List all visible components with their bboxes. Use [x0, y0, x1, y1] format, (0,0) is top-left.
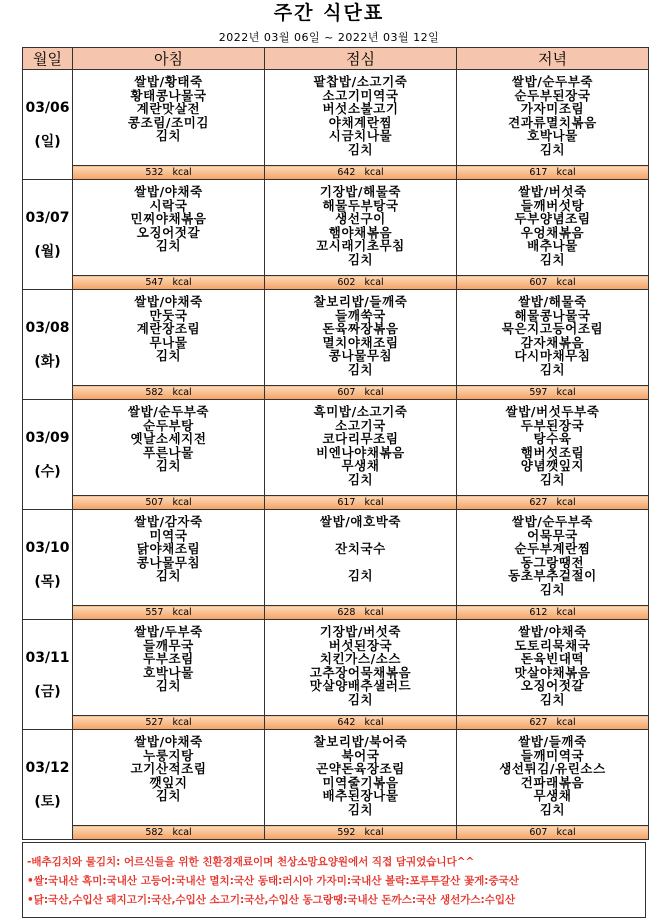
menu-item: 미역줄기볶음 — [322, 775, 399, 790]
menu-item: 민찌야채볶음 — [130, 212, 207, 226]
weekday-label: (월) — [34, 243, 61, 260]
dinner-kcal — [457, 166, 649, 180]
kcal-row — [23, 386, 649, 400]
date-cell — [23, 620, 73, 730]
kcal-unit: kcal — [556, 387, 576, 398]
menu-item: 김치 — [347, 569, 374, 583]
menu-item: 어묵무국 — [527, 528, 578, 543]
menu-item: 감자채볶음 — [520, 335, 585, 350]
menu-item: 김치 — [155, 679, 182, 693]
menu-item: 햄버섯조림 — [520, 445, 585, 460]
menu-item: 코다리무조림 — [322, 432, 399, 446]
menu-item: 김치 — [155, 239, 182, 253]
menu-item-list — [265, 510, 456, 583]
menu-item-list — [73, 180, 264, 253]
kcal-value: 607 — [529, 827, 548, 838]
kcal-unit: kcal — [172, 717, 192, 728]
header-lunch: 점심 — [265, 48, 457, 70]
weekday-label: (금) — [34, 683, 61, 700]
kcal-value: 627 — [529, 497, 548, 508]
menu-item: 돈육빈대떡 — [520, 652, 585, 666]
kcal-value: 532 — [145, 167, 164, 178]
date-label: 03/10 — [25, 539, 70, 556]
kcal-unit: kcal — [172, 607, 192, 618]
menu-item: 김치 — [539, 692, 566, 707]
menu-item: 옛날소세지전 — [130, 432, 207, 446]
kcal-unit: kcal — [364, 167, 384, 178]
dinner-cell — [457, 620, 649, 716]
menu-item: 배추나물 — [527, 239, 578, 253]
menu-item: 양념깻잎지 — [520, 459, 585, 473]
menu-item: 쌀밥/야채죽 — [518, 625, 587, 639]
kcal-unit: kcal — [556, 497, 576, 508]
lunch-cell — [265, 70, 457, 166]
dinner-cell — [457, 290, 649, 386]
menu-item: 해물콩나물국 — [514, 308, 591, 323]
kcal-value: 527 — [145, 717, 164, 728]
menu-item: 꼬시래기초무침 — [316, 239, 405, 253]
kcal-unit: kcal — [172, 387, 192, 398]
menu-item: 버섯된장국 — [328, 638, 393, 653]
menu-item: 쌀밥/감자죽 — [134, 515, 203, 529]
menu-item: 찰보리밥/북어죽 — [313, 735, 408, 749]
menu-item: 야채계란찜 — [328, 115, 393, 130]
menu-item-list — [265, 180, 456, 267]
menu-item: 쌀밥/황태죽 — [134, 75, 203, 89]
breakfast-kcal — [73, 826, 265, 840]
lunch-kcal — [265, 716, 457, 730]
menu-item: 들깨쑥국 — [335, 308, 386, 323]
kcal-value: 607 — [337, 387, 356, 398]
menu-item: 쌀밥/순두부죽 — [511, 515, 594, 529]
breakfast-kcal — [73, 166, 265, 180]
kcal-row — [23, 166, 649, 180]
dinner-cell — [457, 400, 649, 496]
menu-item: 오징어젓갈 — [520, 679, 585, 693]
menu-item: 곤약돈육장조림 — [316, 762, 405, 776]
kcal-unit: kcal — [172, 497, 192, 508]
menu-item: 두부양념조림 — [514, 212, 591, 226]
menu-item: 콩나물무침 — [136, 555, 201, 570]
menu-item-list — [73, 620, 264, 693]
kcal-value: 642 — [337, 717, 356, 728]
menu-item: 동초부추겉절이 — [508, 569, 597, 583]
kcal-unit: kcal — [556, 277, 576, 288]
menu-item: 기장밥/해물죽 — [319, 185, 402, 199]
breakfast-kcal — [73, 386, 265, 400]
menu-item: 김치 — [539, 142, 566, 157]
dinner-kcal — [457, 496, 649, 510]
kcal-unit: kcal — [556, 607, 576, 618]
menu-item: 누룽지탕 — [143, 748, 194, 763]
menu-item: 순두부계란찜 — [514, 542, 591, 556]
menu-item: 시락국 — [149, 198, 188, 213]
menu-item: 순두부된장국 — [514, 88, 591, 103]
menu-item: 돈육짜장볶음 — [322, 322, 399, 336]
kcal-value: 642 — [337, 167, 356, 178]
header-breakfast: 아침 — [73, 48, 265, 70]
menu-item: 들깨무국 — [143, 638, 194, 653]
kcal-value: 617 — [529, 167, 548, 178]
menu-item: 잔치국수 — [335, 542, 386, 556]
menu-item: 김치 — [155, 789, 182, 803]
kcal-unit: kcal — [364, 717, 384, 728]
menu-item: 치킨가스/소스 — [319, 652, 402, 666]
menu-item-list — [457, 400, 648, 487]
menu-item-list — [265, 70, 456, 157]
date-label: 03/11 — [25, 649, 70, 666]
kcal-unit: kcal — [364, 827, 384, 838]
breakfast-cell — [73, 180, 265, 276]
dinner-kcal — [457, 606, 649, 620]
menu-item: 맛살양배추샐러드 — [309, 679, 412, 693]
menu-item: 김치 — [155, 349, 182, 363]
header-row — [23, 48, 649, 70]
dinner-kcal — [457, 386, 649, 400]
day-row — [23, 400, 649, 496]
day-row — [23, 290, 649, 386]
kcal-value: 507 — [145, 497, 164, 508]
menu-item: 들깨미역국 — [520, 748, 585, 763]
notes-box — [22, 842, 646, 918]
kcal-unit: kcal — [556, 827, 576, 838]
menu-item: 팥찹밥/소고기죽 — [313, 75, 408, 89]
lunch-kcal — [265, 826, 457, 840]
day-row — [23, 730, 649, 826]
lunch-kcal — [265, 166, 457, 180]
weekday-label: (화) — [34, 353, 61, 370]
menu-item: 김치 — [539, 362, 566, 377]
menu-item: 고기산적조림 — [130, 762, 207, 776]
lunch-cell — [265, 510, 457, 606]
breakfast-cell — [73, 510, 265, 606]
lunch-cell — [265, 730, 457, 826]
menu-item: 김치 — [347, 692, 374, 707]
breakfast-cell — [73, 290, 265, 386]
date-range: 2022년 03월 06일 ~ 2022년 03월 12일 — [218, 31, 440, 44]
date-cell — [23, 70, 73, 180]
kcal-value: 607 — [529, 277, 548, 288]
menu-item: 닭야채조림 — [136, 542, 201, 556]
kcal-value: 627 — [529, 717, 548, 728]
menu-item — [265, 529, 456, 543]
menu-item-list — [457, 510, 648, 597]
menu-item: 김치 — [155, 569, 182, 583]
kcal-row — [23, 496, 649, 510]
kcal-value: 612 — [529, 607, 548, 618]
kcal-unit: kcal — [364, 277, 384, 288]
note-line: •닭:국산,수입산 돼지고기:국산,수입산 소고기:국산,수입산 동그랑땡:국내산 돈까스:국산 생선가스:수입산 — [27, 894, 516, 906]
date-label: 03/09 — [25, 429, 70, 446]
menu-item: 멸치야채조림 — [322, 335, 399, 350]
kcal-value: 547 — [145, 277, 164, 288]
kcal-value: 557 — [145, 607, 164, 618]
menu-item: 쌀밥/순두부죽 — [127, 405, 210, 419]
menu-item: 무나물 — [149, 335, 188, 350]
breakfast-kcal — [73, 606, 265, 620]
menu-item: 순두부탕 — [143, 418, 194, 433]
lunch-cell — [265, 180, 457, 276]
menu-item: 계란장조림 — [136, 322, 201, 336]
menu-item: 오징어젓갈 — [136, 225, 201, 240]
menu-item: 무생채 — [341, 459, 380, 473]
menu-item: 묵은지고등어조림 — [501, 322, 604, 336]
kcal-row — [23, 826, 649, 840]
day-row — [23, 70, 649, 166]
kcal-row — [23, 606, 649, 620]
day-row — [23, 510, 649, 606]
lunch-kcal — [265, 496, 457, 510]
menu-item — [265, 556, 456, 570]
date-cell — [23, 180, 73, 290]
date-cell — [23, 400, 73, 510]
kcal-value: 602 — [337, 277, 356, 288]
dinner-kcal — [457, 276, 649, 290]
lunch-cell — [265, 620, 457, 716]
header-day: 월일 — [23, 48, 73, 70]
kcal-row — [23, 276, 649, 290]
menu-item-list — [73, 400, 264, 473]
menu-item: 김치 — [347, 252, 374, 267]
menu-item: 찰보리밥/들깨죽 — [313, 295, 408, 309]
menu-item: 시금치나물 — [328, 129, 393, 143]
menu-item: 두부조림 — [143, 652, 194, 666]
menu-item: 콩조림/조미김 — [127, 115, 210, 130]
menu-item: 쌀밥/버섯두부죽 — [505, 405, 600, 419]
menu-item: 기장밥/버섯죽 — [319, 625, 402, 639]
menu-item: 생선구이 — [335, 212, 386, 226]
menu-item: 소고기국 — [335, 418, 386, 433]
menu-item: 김치 — [155, 459, 182, 473]
menu-item-list — [457, 180, 648, 267]
kcal-value: 582 — [145, 827, 164, 838]
menu-item: 호박나물 — [527, 129, 578, 143]
day-row — [23, 180, 649, 276]
menu-item-list — [457, 730, 648, 817]
dinner-cell — [457, 730, 649, 826]
menu-item-list — [265, 290, 456, 377]
menu-item: 비엔나야채볶음 — [316, 445, 405, 460]
menu-item: 소고기미역국 — [322, 88, 399, 103]
menu-item: 호박나물 — [143, 665, 194, 680]
menu-item: 배추된장나물 — [322, 789, 399, 803]
menu-item-list — [73, 730, 264, 803]
menu-item-list — [73, 510, 264, 583]
kcal-unit: kcal — [556, 167, 576, 178]
menu-item-list — [73, 290, 264, 363]
menu-item: 만둣국 — [149, 308, 188, 323]
kcal-unit: kcal — [364, 497, 384, 508]
breakfast-cell — [73, 70, 265, 166]
menu-item: 미역국 — [149, 528, 188, 543]
date-label: 03/08 — [25, 319, 70, 336]
menu-item: 쌀밥/두부죽 — [134, 625, 203, 639]
menu-item: 건파래볶음 — [520, 775, 585, 790]
lunch-kcal — [265, 606, 457, 620]
weekday-label: (일) — [34, 133, 61, 150]
menu-item: 쌀밥/야채죽 — [134, 185, 203, 199]
dinner-cell — [457, 70, 649, 166]
menu-item: 견과류멸치볶음 — [508, 115, 597, 130]
menu-item: 콩나물무침 — [328, 349, 393, 363]
menu-item: 김치 — [539, 582, 566, 597]
menu-item: 도토리묵채국 — [514, 638, 591, 653]
menu-item: 김치 — [539, 252, 566, 267]
menu-item: 김치 — [347, 142, 374, 157]
weekday-label: (목) — [34, 573, 61, 590]
menu-item: 김치 — [347, 472, 374, 487]
breakfast-kcal — [73, 496, 265, 510]
breakfast-cell — [73, 400, 265, 496]
weekly-menu-table — [22, 47, 649, 840]
menu-item: 햄야채볶음 — [328, 225, 393, 240]
dinner-cell — [457, 180, 649, 276]
menu-item: 흑미밥/소고기죽 — [313, 405, 408, 419]
menu-item: 가자미조림 — [520, 102, 585, 116]
kcal-value: 592 — [337, 827, 356, 838]
kcal-unit: kcal — [556, 717, 576, 728]
menu-item: 쌀밥/해물죽 — [518, 295, 587, 309]
day-row — [23, 620, 649, 716]
lunch-kcal — [265, 386, 457, 400]
menu-item: 계란맛살전 — [136, 102, 201, 116]
kcal-value: 628 — [337, 607, 356, 618]
menu-item: 쌀밥/야채죽 — [134, 295, 203, 309]
date-label: 03/07 — [25, 209, 70, 226]
menu-item: 버섯소불고기 — [322, 102, 399, 116]
weekday-label: (토) — [34, 793, 61, 810]
lunch-cell — [265, 400, 457, 496]
note-line: •쌀:국내산 흑미:국내산 고등어:국내산 멸치:국산 동태:러시아 가자미:국내산 볼락:포루투갈산 꽃게:중국산 — [27, 875, 519, 887]
menu-item: 무생채 — [533, 789, 572, 803]
menu-item-list — [457, 70, 648, 157]
menu-item: 푸른나물 — [143, 445, 194, 460]
kcal-value: 617 — [337, 497, 356, 508]
page-title: 주간 식단표 — [273, 2, 385, 24]
menu-item: 쌀밥/버섯죽 — [518, 185, 587, 199]
menu-item-list — [73, 70, 264, 143]
weekday-label: (수) — [34, 463, 61, 480]
menu-item: 북어국 — [341, 748, 380, 763]
kcal-unit: kcal — [364, 387, 384, 398]
lunch-cell — [265, 290, 457, 386]
header-dinner: 저녁 — [457, 48, 649, 70]
menu-item: 김치 — [347, 802, 374, 817]
menu-item: 탕수육 — [533, 432, 572, 446]
menu-item: 해물두부탕국 — [322, 198, 399, 213]
date-cell — [23, 730, 73, 840]
menu-item: 쌀밥/순두부죽 — [511, 75, 594, 89]
dinner-kcal — [457, 716, 649, 730]
menu-item: 두부된장국 — [520, 418, 585, 433]
menu-item: 고추장어묵채볶음 — [309, 665, 412, 680]
menu-item: 쌀밥/애호박죽 — [319, 515, 402, 529]
date-cell — [23, 510, 73, 620]
kcal-row — [23, 716, 649, 730]
lunch-kcal — [265, 276, 457, 290]
dinner-kcal — [457, 826, 649, 840]
breakfast-cell — [73, 620, 265, 716]
menu-item: 황태콩나물국 — [130, 88, 207, 103]
menu-item: 들깨버섯탕 — [520, 198, 585, 213]
menu-item: 김치 — [539, 802, 566, 817]
kcal-unit: kcal — [172, 277, 192, 288]
menu-item: 김치 — [347, 362, 374, 377]
breakfast-cell — [73, 730, 265, 826]
menu-item: 맛살야채볶음 — [514, 665, 591, 680]
menu-item: 생선튀김/유린소스 — [499, 762, 606, 776]
kcal-value: 597 — [529, 387, 548, 398]
menu-item: 깻잎지 — [149, 775, 188, 790]
menu-item: 쌀밥/들깨죽 — [518, 735, 587, 749]
dinner-cell — [457, 510, 649, 606]
menu-item: 동그랑땡전 — [520, 555, 585, 570]
breakfast-kcal — [73, 716, 265, 730]
breakfast-kcal — [73, 276, 265, 290]
menu-item-list — [457, 290, 648, 377]
menu-item: 김치 — [155, 129, 182, 143]
menu-item-list — [265, 620, 456, 707]
menu-item: 다시마채무침 — [514, 349, 591, 363]
kcal-unit: kcal — [364, 607, 384, 618]
date-label: 03/06 — [25, 99, 70, 116]
kcal-unit: kcal — [172, 827, 192, 838]
date-label: 03/12 — [25, 759, 70, 776]
kcal-unit: kcal — [172, 167, 192, 178]
note-line: -배추김치와 물김치: 어르신들을 위한 친환경재료이며 천상소망요양원에서 직접 담궈었습니다^^ — [27, 856, 475, 868]
date-cell — [23, 290, 73, 400]
menu-item: 김치 — [539, 472, 566, 487]
menu-item-list — [457, 620, 648, 707]
menu-item: 우엉채볶음 — [520, 225, 585, 240]
menu-item: 쌀밥/야채죽 — [134, 735, 203, 749]
menu-item-list — [265, 730, 456, 817]
menu-item-list — [265, 400, 456, 487]
kcal-value: 582 — [145, 387, 164, 398]
